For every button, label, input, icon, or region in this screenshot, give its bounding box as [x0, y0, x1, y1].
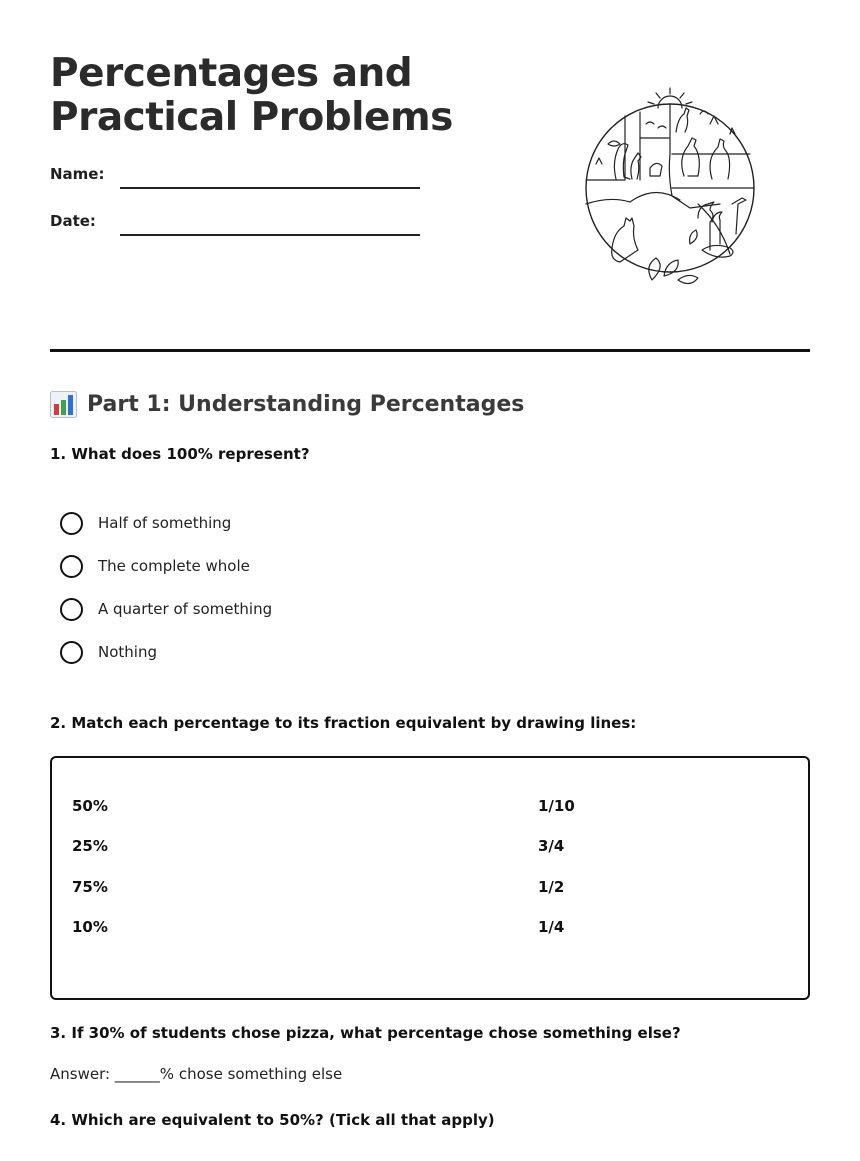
radio-button[interactable]	[60, 641, 83, 664]
section-divider	[50, 349, 810, 352]
date-line[interactable]	[120, 234, 420, 236]
fraction-item[interactable]: 3/4	[538, 837, 565, 855]
option-label: Nothing	[98, 643, 157, 661]
percentage-item[interactable]: 75%	[72, 878, 108, 896]
question-3: 3. If 30% of students chose pizza, what percentage chose something else?	[50, 1024, 681, 1042]
radio-button[interactable]	[60, 512, 83, 535]
fraction-item[interactable]: 1/4	[538, 918, 565, 936]
title-line-2: Practical Problems	[50, 95, 453, 140]
bar-chart-icon	[50, 391, 77, 418]
percentage-item[interactable]: 10%	[72, 918, 108, 936]
matching-box	[50, 756, 810, 1000]
option-2[interactable]	[60, 554, 250, 578]
percentage-item[interactable]: 25%	[72, 837, 108, 855]
question-4: 4. Which are equivalent to 50%? (Tick all that apply)	[50, 1111, 495, 1129]
fraction-item[interactable]: 1/10	[538, 797, 575, 815]
option-label: The complete whole	[98, 557, 250, 575]
part1-heading-text: Part 1: Understanding Percentages	[87, 391, 525, 417]
option-3[interactable]	[60, 597, 272, 621]
option-label: A quarter of something	[98, 600, 273, 618]
question-1: 1. What does 100% represent?	[50, 445, 310, 463]
answer-line[interactable]: Answer: ______% chose something else	[50, 1065, 343, 1083]
australian-wildlife-emblem	[580, 84, 760, 290]
radio-button[interactable]	[60, 555, 83, 578]
name-label: Name:	[50, 165, 105, 183]
option-4[interactable]	[60, 640, 157, 664]
option-label: Half of something	[98, 514, 232, 532]
title-line-1: Percentages and	[50, 51, 413, 96]
question-2: 2. Match each percentage to its fraction equivalent by drawing lines:	[50, 714, 637, 732]
name-line[interactable]	[120, 187, 420, 189]
worksheet-title	[50, 52, 470, 140]
radio-button[interactable]	[60, 598, 83, 621]
part1-heading	[50, 388, 524, 420]
percentage-item[interactable]: 50%	[72, 797, 108, 815]
date-label: Date:	[50, 212, 96, 230]
fraction-item[interactable]: 1/2	[538, 878, 565, 896]
option-1[interactable]	[60, 511, 231, 535]
